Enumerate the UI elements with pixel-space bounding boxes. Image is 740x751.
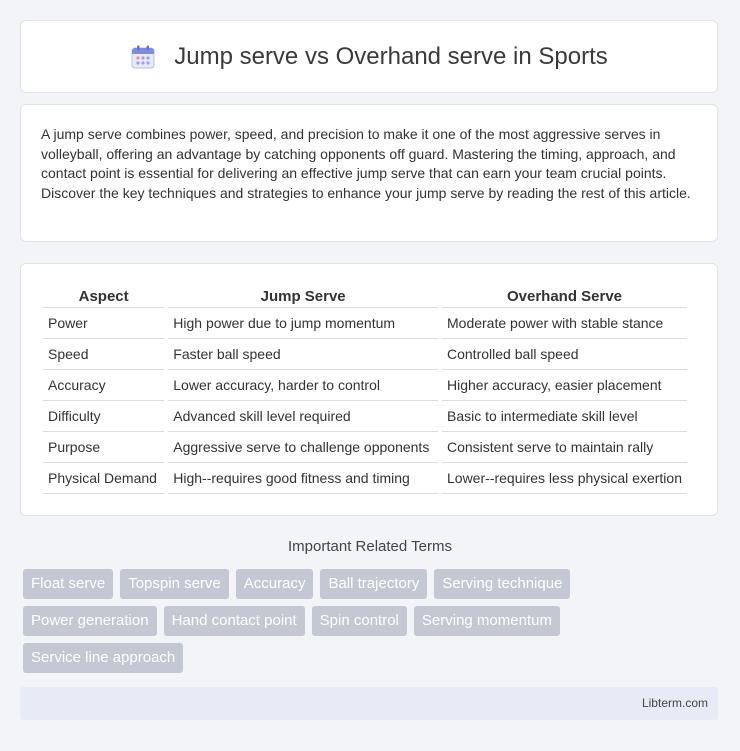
table-cell: Faster ball speed <box>168 339 438 370</box>
related-term-tag[interactable]: Power generation <box>23 606 157 636</box>
related-terms-list <box>23 569 703 673</box>
related-term-tag[interactable]: Float serve <box>23 569 113 599</box>
table-row <box>43 370 687 401</box>
table-cell: Lower--requires less physical exertion <box>442 463 687 494</box>
comparison-table <box>39 282 691 494</box>
table-cell: Consistent serve to maintain rally <box>442 432 687 463</box>
column-header-jump-serve: Jump Serve <box>168 282 438 308</box>
table-cell: Controlled ball speed <box>442 339 687 370</box>
table-cell: Accuracy <box>43 370 164 401</box>
table-cell: Physical Demand <box>43 463 164 494</box>
table-cell: Advanced skill level required <box>168 401 438 432</box>
table-row <box>43 432 687 463</box>
related-term-tag[interactable]: Serving momentum <box>414 606 560 636</box>
table-cell: Higher accuracy, easier placement <box>442 370 687 401</box>
column-header-overhand-serve: Overhand Serve <box>442 282 687 308</box>
footer-site-link[interactable]: Libterm.com <box>641 696 708 710</box>
table-row <box>43 463 687 494</box>
related-term-tag[interactable]: Topspin serve <box>120 569 229 599</box>
table-cell: High power due to jump momentum <box>168 308 438 339</box>
table-cell: Purpose <box>43 432 164 463</box>
table-cell: Basic to intermediate skill level <box>442 401 687 432</box>
comparison-table-card <box>20 263 718 516</box>
table-cell: Lower accuracy, harder to control <box>168 370 438 401</box>
related-term-tag[interactable]: Serving technique <box>434 569 570 599</box>
related-terms-title: Important Related Terms <box>288 538 452 555</box>
page-title: Jump serve vs Overhand serve in Sports <box>174 42 608 70</box>
table-row <box>43 339 687 370</box>
related-term-tag[interactable]: Hand contact point <box>164 606 305 636</box>
related-term-tag[interactable]: Accuracy <box>236 569 314 599</box>
table-cell: Speed <box>43 339 164 370</box>
table-cell: High--requires good fitness and timing <box>168 463 438 494</box>
related-term-tag[interactable]: Spin control <box>312 606 407 636</box>
column-header-aspect: Aspect <box>43 282 164 308</box>
intro-text: A jump serve combines power, speed, and precision to make it one of the most aggressive serves in volleyball, offering an advantage by catching opponents off guard. Mastering the timing, approach, and contact point is essential for delivering an effective jump serve that can earn your team crucial points. Discover the key techniques and strategies to enhance your jump serve by reading the rest of this article. <box>41 126 691 201</box>
intro-card <box>20 104 718 242</box>
table-cell: Difficulty <box>43 401 164 432</box>
header-card <box>20 20 718 93</box>
footer <box>20 687 718 720</box>
related-term-tag[interactable]: Ball trajectory <box>320 569 427 599</box>
table-header-row <box>43 282 687 308</box>
table-cell: Moderate power with stable stance <box>442 308 687 339</box>
table-row <box>43 401 687 432</box>
calendar-icon <box>130 44 156 70</box>
table-row <box>43 308 687 339</box>
table-cell: Power <box>43 308 164 339</box>
title-wrap <box>130 43 608 71</box>
related-term-tag[interactable]: Service line approach <box>23 643 183 673</box>
table-cell: Aggressive serve to challenge opponents <box>168 432 438 463</box>
